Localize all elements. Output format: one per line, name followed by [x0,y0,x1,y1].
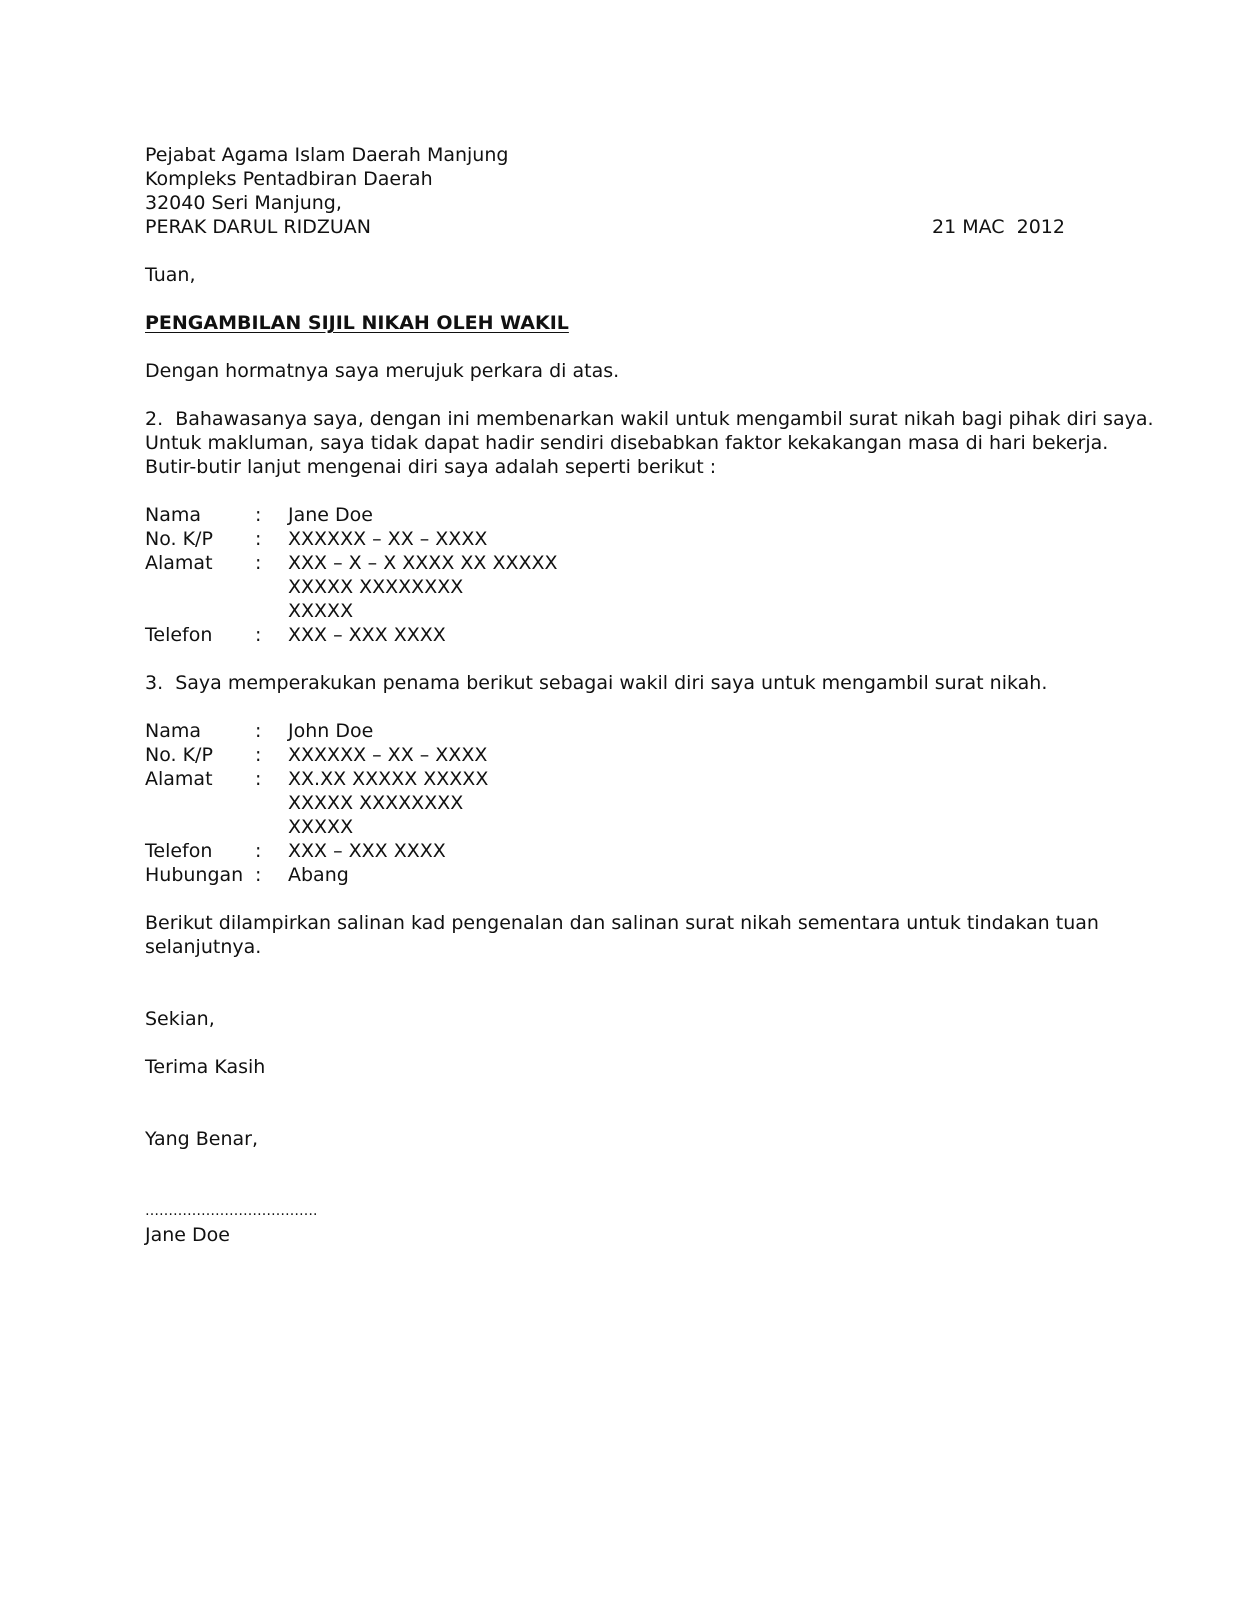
rep-ic-row [145,743,1065,767]
recipient-line-4: PERAK DARUL RIDZUAN [145,216,371,238]
paragraph-1: Dengan hormatnya saya merujuk perkara di atas. [145,360,620,382]
closing-sekian: Sekian, [145,1008,215,1030]
self-address-line-3: XXXXX [288,600,354,622]
self-phone-label: Telefon [145,624,213,646]
rep-address-line-2: XXXXX XXXXXXXX [288,792,464,814]
rep-address-row-2 [145,791,1065,815]
rep-ic-value: XXXXXX – XX – XXXX [288,744,488,766]
paragraph-2 [145,407,1154,479]
rep-phone-row [145,839,1065,863]
rep-address-line-3: XXXXX [288,816,354,838]
self-name-label: Nama [145,504,202,526]
self-address-row-2 [145,575,1065,599]
colon: : [255,744,262,766]
rep-phone-label: Telefon [145,840,213,862]
recipient-address [145,143,1065,239]
paragraph-4 [145,911,1099,959]
rep-address-row-3 [145,815,1065,839]
colon: : [255,720,262,742]
rep-relation-value: Abang [288,864,349,886]
paragraph-4-line-2: selanjutnya. [145,936,262,958]
recipient-line-3: 32040 Seri Manjung, [145,192,342,214]
self-ic-label: No. K/P [145,528,213,550]
subject-heading: PENGAMBILAN SIJIL NIKAH OLEH WAKIL [145,312,569,334]
self-details [145,503,1065,647]
rep-name-row [145,719,1065,743]
self-address-label: Alamat [145,552,213,574]
self-phone-row [145,623,1065,647]
self-address-line-1: XXX – X – X XXXX XX XXXXX [288,552,558,574]
rep-relation-label: Hubungan [145,864,244,886]
rep-relation-row [145,863,1065,887]
rep-address-line-1: XX.XX XXXXX XXXXX [288,768,489,790]
colon: : [255,864,262,886]
paragraph-2-line-2: Untuk makluman, saya tidak dapat hadir sendiri disebabkan faktor kekakangan masa di hari bekerja. [145,432,1109,454]
self-phone-value: XXX – XXX XXXX [288,624,446,646]
letter-page [145,143,1154,1247]
rep-address-label: Alamat [145,768,213,790]
rep-address-row [145,767,1065,791]
signature-line: ………………………………. [145,1203,318,1219]
colon: : [255,840,262,862]
rep-phone-value: XXX – XXX XXXX [288,840,446,862]
representative-details [145,719,1065,887]
paragraph-3: 3. Saya memperakukan penama berikut sebagai wakil diri saya untuk mengambil surat nikah. [145,672,1048,694]
rep-name-value: John Doe [288,720,374,742]
salutation: Tuan, [145,264,196,286]
colon: : [255,768,262,790]
signature-name: Jane Doe [145,1224,230,1246]
self-name-value: Jane Doe [288,504,373,526]
self-name-row [145,503,1065,527]
self-ic-row [145,527,1065,551]
paragraph-2-line-3: Butir-butir lanjut mengenai diri saya adalah seperti berikut : [145,456,717,478]
paragraph-2-line-1: 2. Bahawasanya saya, dengan ini membenarkan wakil untuk mengambil surat nikah bagi pihak diri saya. [145,408,1154,430]
recipient-line-4-row [145,215,1065,239]
rep-name-label: Nama [145,720,202,742]
colon: : [255,552,262,574]
self-ic-value: XXXXXX – XX – XXXX [288,528,488,550]
closing-yang-benar: Yang Benar, [145,1128,259,1150]
colon: : [255,624,262,646]
recipient-line-1: Pejabat Agama Islam Daerah Manjung [145,144,509,166]
self-address-line-2: XXXXX XXXXXXXX [288,576,464,598]
colon: : [255,504,262,526]
closing-thanks: Terima Kasih [145,1056,266,1078]
colon: : [255,528,262,550]
letter-date: 21 MAC 2012 [932,216,1065,238]
self-address-row [145,551,1065,575]
recipient-line-2: Kompleks Pentadbiran Daerah [145,168,433,190]
paragraph-4-line-1: Berikut dilampirkan salinan kad pengenalan dan salinan surat nikah sementara untuk tindakan tuan [145,912,1099,934]
rep-ic-label: No. K/P [145,744,213,766]
self-address-row-3 [145,599,1065,623]
